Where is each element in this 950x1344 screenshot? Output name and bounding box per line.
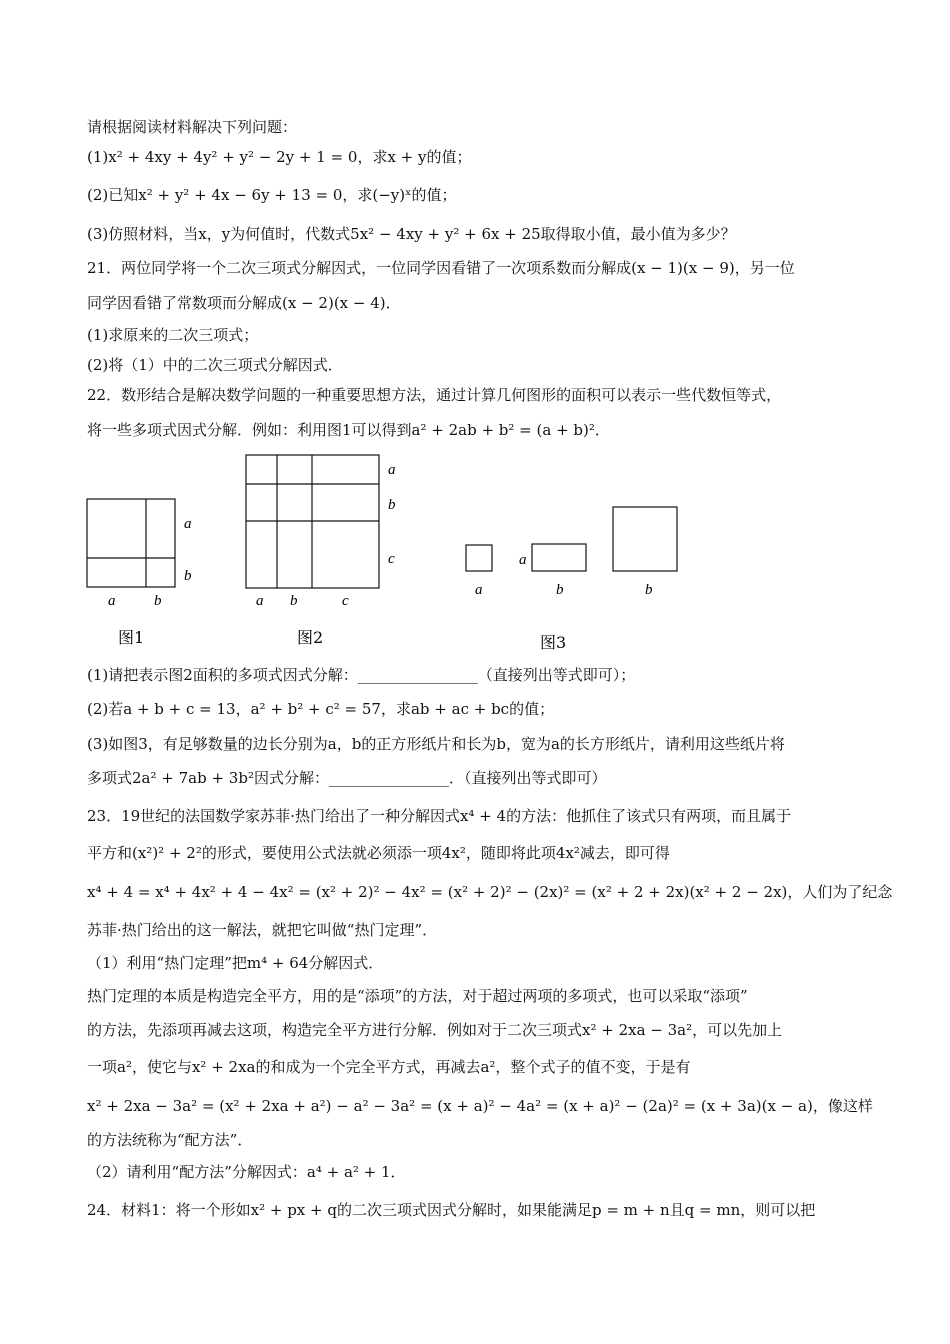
q24-line1: 24．材料1：将一个形如x² + px + q的二次三项式因式分解时，如果能满足p = m + n且q = mn，则可以把 <box>87 1201 816 1219</box>
fig2-label-b-bottom: b <box>290 593 298 609</box>
q20-part2: (2)已知x² + y² + 4x − 6y + 13 = 0，求(−y)ˣ的值； <box>87 186 457 204</box>
figure-2 <box>246 455 379 588</box>
q22-part2: (2)若a + b + c = 13，a² + b² + c² = 57，求ab + ac + bc的值； <box>87 700 555 718</box>
q23-line2: 平方和(x²)² + 2²的形式，要使用公式法就必须添一项4x²，随即将此项4x²减去，即可得 <box>87 844 670 862</box>
fig3-rect-bottom-label: b <box>556 582 564 598</box>
q23-line4: 苏菲·热门给出的这一解法，就把它叫做“热门定理”． <box>87 921 438 939</box>
q23-text2: 的方法，先添项再减去这项，构造完全平方进行分解．例如对于二次三项式x² + 2xa − 3a²，可以先加上 <box>87 1021 783 1039</box>
q22-part3-line1: (3)如图3，有足够数量的边长分别为a，b的正方形纸片和长为b，宽为a的长方形纸片，请利用这些纸片将 <box>87 735 785 753</box>
fig2-label-a-bottom: a <box>256 593 264 609</box>
q23-text3: 一项a²，使它与x² + 2xa的和成为一个完全平方式，再减去a²，整个式子的值不变，于是有 <box>87 1058 691 1076</box>
q22-part1: (1)请把表示图2面积的多项式因式分解：________________（直接列出等式即可）； <box>87 666 636 684</box>
q23-part1: （1）利用“热门定理”把m⁴ + 64分解因式． <box>87 954 384 972</box>
fig3-caption: 图3 <box>540 633 567 652</box>
q23-text4: x² + 2xa − 3a² = (x² + 2xa + a²) − a² − 3a² = (x + a)² − 4a² = (x + a)² − (2a)² = (x + 3a)(x − a)，像这样 <box>87 1097 873 1115</box>
fig1-label-a-right: a <box>184 516 192 532</box>
fig1-caption: 图1 <box>118 628 145 647</box>
fig1-label-b-right: b <box>184 568 192 584</box>
q23-line3: x⁴ + 4 = x⁴ + 4x² + 4 − 4x² = (x² + 2)² − 4x² = (x² + 2)² − (2x)² = (x² + 2 + 2x)(x² + 2 − 2x)，人们为了纪念 <box>87 883 893 901</box>
q22-line1: 22．数形结合是解决数学问题的一种重要思想方法，通过计算几何图形的面积可以表示一些代数恒等式， <box>87 386 782 404</box>
intro-line: 请根据阅读材料解决下列问题： <box>87 118 298 136</box>
fig1-label-b-bottom: b <box>154 593 162 609</box>
fig2-label-a-right: a <box>388 462 396 478</box>
q21-part1: (1)求原来的二次三项式； <box>87 326 259 344</box>
fig2-caption: 图2 <box>297 628 324 647</box>
figure-3 <box>466 507 677 571</box>
q20-part1: (1)x² + 4xy + 4y² + y² − 2y + 1 = 0，求x + y的值； <box>87 148 472 166</box>
fig2-label-b-right: b <box>388 497 396 513</box>
fig2-label-c-right: c <box>388 551 395 567</box>
fig3-small-square-label: a <box>475 582 483 598</box>
q20-part3: (3)仿照材料，当x，y为何值时，代数式5x² − 4xy + y² + 6x + 25取得取小值，最小值为多少？ <box>87 225 736 243</box>
q23-text1: 热门定理的本质是构造完全平方，用的是“添项”的方法，对于超过两项的多项式，也可以采取“添项” <box>87 987 748 1005</box>
fig3-large-square-label: b <box>645 582 653 598</box>
q22-part3-line2: 多项式2a² + 7ab + 3b²因式分解：________________．（直接列出等式即可） <box>87 769 607 787</box>
q21-part2: (2)将（1）中的二次三项式分解因式． <box>87 356 343 374</box>
q23-line1: 23．19世纪的法国数学家苏菲·热门给出了一种分解因式x⁴ + 4的方法：他抓住了该式只有两项，而且属于 <box>87 807 792 825</box>
q23-part2: （2）请利用“配方法”分解因式：a⁴ + a² + 1． <box>87 1163 406 1181</box>
q22-line2: 将一些多项式因式分解．例如：利用图1可以得到a² + 2ab + b² = (a + b)²． <box>87 421 610 439</box>
figure-1 <box>87 499 175 587</box>
fig2-label-c-bottom: c <box>342 593 349 609</box>
fig3-rect-side-label: a <box>519 552 527 568</box>
q21-line2: 同学因看错了常数项而分解成(x − 2)(x − 4)． <box>87 294 401 312</box>
q21-line1: 21．两位同学将一个二次三项式分解因式，一位同学因看错了一次项系数而分解成(x − 1)(x − 9)，另一位 <box>87 259 795 277</box>
q23-text5: 的方法统称为“配方法”． <box>87 1131 253 1149</box>
fig1-label-a-bottom: a <box>108 593 116 609</box>
